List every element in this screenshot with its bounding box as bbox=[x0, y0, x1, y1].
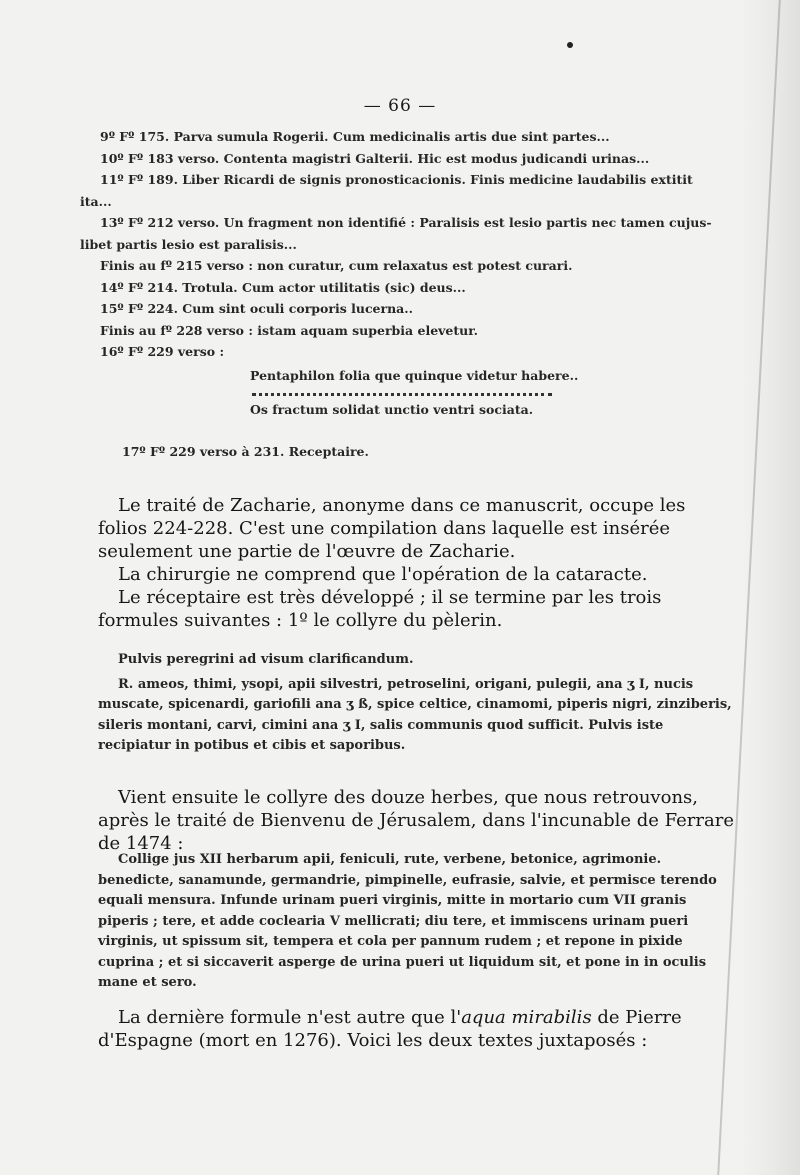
main-text-block-2 bbox=[98, 786, 738, 855]
main-text-block-3 bbox=[98, 1006, 738, 1052]
list-item: 14º Fº 214. Trotula. Cum actor utilitatis (sic) deus... bbox=[100, 279, 466, 295]
paragraph: Vient ensuite le collyre des douze herbes, que nous retrouvons, après le traité de Bienvenu de Jérusalem, dans l'incunable de Ferrare de 1474 : bbox=[98, 787, 735, 854]
paragraph-text-start: La dernière formule n'est autre que l' bbox=[118, 1007, 462, 1028]
list-item: 11º Fº 189. Liber Ricardi de signis pronosticacionis. Finis medicine laudabilis extitit bbox=[100, 172, 693, 187]
paragraph-text-end: de Pierre d'Espagne (mort en 1276). Voici les deux textes juxtaposés : bbox=[98, 1007, 682, 1051]
list-item: Finis au fº 228 verso : istam aquam superbia elevetur. bbox=[100, 322, 479, 338]
list-item: 17º Fº 229 verso à 231. Receptaire. bbox=[122, 444, 369, 459]
paragraph-italic-term: aqua mirabilis bbox=[461, 1007, 592, 1028]
paragraph bbox=[98, 1006, 738, 1052]
paragraph: La chirurgie ne comprend que l'opération de la cataracte. bbox=[118, 564, 648, 585]
list-item-continuation: ita... bbox=[80, 193, 112, 209]
page-number: — 66 — bbox=[363, 96, 437, 116]
verse-line-1: Pentaphilon folia que quinque videtur habere.. bbox=[250, 368, 579, 383]
manuscript-contents-list bbox=[80, 126, 740, 363]
list-item: 10º Fº 183 verso. Contenta magistri Galterii. Hic est modus judicandi urinas... bbox=[100, 150, 650, 166]
paragraph: Le traité de Zacharie, anonyme dans ce manuscrit, occupe les folios 224-228. C'est une compilation dans laquelle est insérée seulement une partie de l'œuvre de Zacharie. bbox=[98, 495, 686, 562]
verse-line-2: Os fractum solidat unctio ventri sociata. bbox=[250, 402, 534, 417]
paragraph: Le réceptaire est très développé ; il se termine par les trois formules suivantes : 1º le collyre du pèlerin. bbox=[98, 587, 662, 631]
collyre-recipe bbox=[98, 850, 738, 994]
recipe-title: Pulvis peregrini ad visum clarificandum. bbox=[118, 652, 414, 667]
list-item: 9º Fº 175. Parva sumula Rogerii. Cum medicinalis artis due sint partes... bbox=[100, 129, 610, 144]
list-item: 16º Fº 229 verso : bbox=[100, 344, 225, 359]
list-item: 13º Fº 212 verso. Un fragment non identifié : Paralisis est lesio partis nec tamen cujus- bbox=[100, 215, 712, 230]
recipe-block bbox=[98, 650, 738, 757]
list-item-continuation: libet partis lesio est paralisis... bbox=[80, 236, 297, 252]
ellipsis-dots bbox=[252, 393, 552, 396]
collyre-text: Collige jus XII herbarum apii, feniculi, rute, verbene, betonice, agrimonie. benedicte, sanamunde, germandrie, pimpinelle, eufrasie, salvie, et permisce terendo equali mensura. Infunde urinam pueri virginis, mitte in mortario cum VII granis piperis ; tere, et adde coclearia V mellicrati; diu tere, et immiscens urinam pueri virginis, ut spissum sit, tempera et cola per pannum rudem ; et repone in pixide cuprina ; et si siccaverit asperge de urina pueri ut liquidum sit, et pone in in oculis mane et sero. bbox=[98, 852, 717, 990]
ink-dot bbox=[567, 42, 573, 48]
list-item: Finis au fº 215 verso : non curatur, cum relaxatus est potest curari. bbox=[100, 258, 573, 273]
list-item: 15º Fº 224. Cum sint oculi corporis lucerna.. bbox=[100, 301, 413, 316]
recipe-body: R. ameos, thimi, ysopi, apii silvestri, petroselini, origani, pulegii, ana ʒ I, nucis muscate, spicenardi, gariofili ana ʒ ß, spice celtice, cinamomi, piperis nigri, zinziberis, sileris montani, carvi, cimini ana ʒ I, salis communis quod sufficit. Pulvis iste recipiatur in potibus et cibis et saporibus. bbox=[98, 676, 732, 753]
main-text-block-1 bbox=[98, 494, 738, 632]
